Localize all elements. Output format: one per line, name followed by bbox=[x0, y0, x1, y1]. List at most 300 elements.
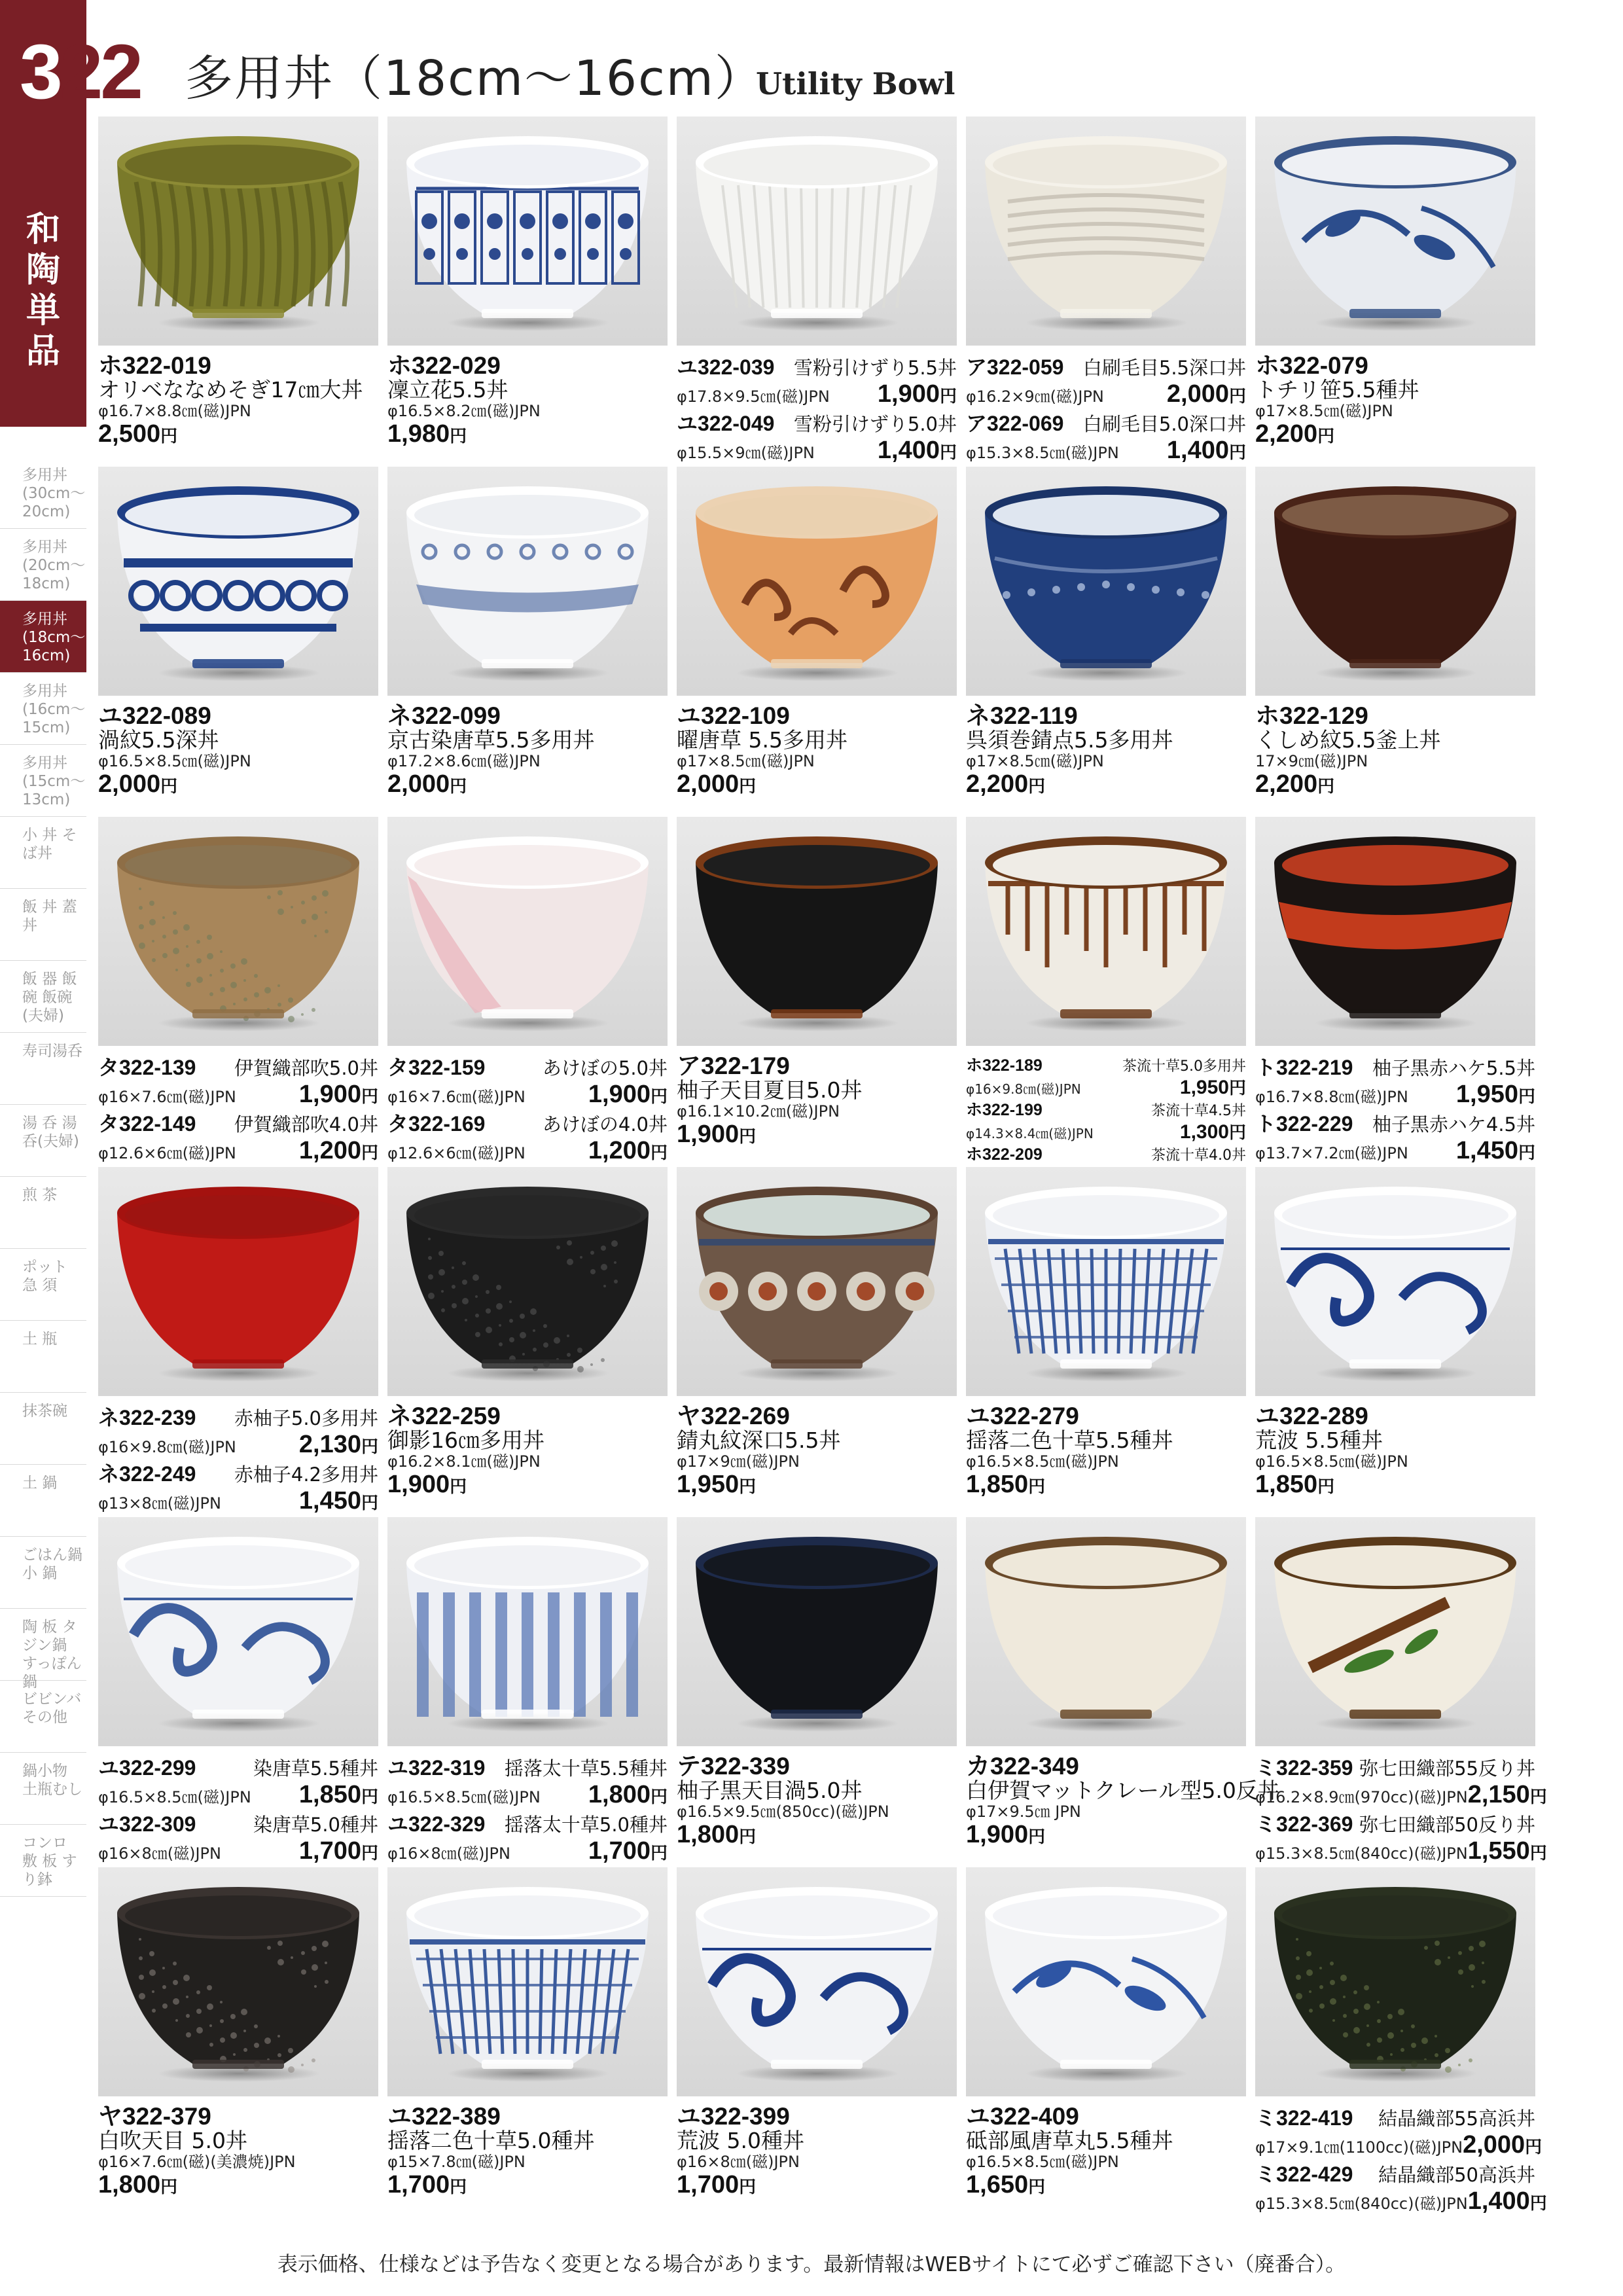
variant-detail bbox=[966, 437, 1246, 466]
product-card[interactable] bbox=[98, 817, 378, 1164]
product-info bbox=[387, 1746, 668, 1867]
product-spec: φ17×9.5㎝ JPN bbox=[966, 1803, 1081, 1821]
product-spec: φ13×8㎝(磁)JPN bbox=[98, 1494, 221, 1513]
product-code: ユ322-409 bbox=[966, 2103, 1079, 2130]
side-index-item[interactable]: 煎 茶 bbox=[0, 1177, 86, 1249]
side-index-item[interactable]: ごはん鍋 小 鍋 bbox=[0, 1537, 86, 1609]
product-name: 赤柚子5.0多用丼 bbox=[234, 1407, 378, 1429]
product-price: 1,850円 bbox=[298, 1781, 378, 1808]
product-photo bbox=[1255, 467, 1535, 696]
product-code: ア322-179 bbox=[677, 1052, 790, 1079]
product-info bbox=[1255, 696, 1535, 800]
product-info bbox=[98, 1746, 378, 1867]
variant-heading bbox=[387, 1110, 668, 1137]
product-card[interactable] bbox=[98, 467, 378, 806]
product-spec: φ12.6×6㎝(磁)JPN bbox=[387, 1144, 526, 1162]
product-info bbox=[98, 2096, 378, 2200]
side-index-item[interactable]: コンロ 敷 板 すり鉢 bbox=[0, 1825, 86, 1897]
variant-heading bbox=[1255, 1110, 1535, 1137]
variant-heading bbox=[98, 1054, 378, 1081]
variant-heading bbox=[677, 410, 957, 437]
product-code: ネ322-099 bbox=[387, 702, 501, 729]
product-code: ホ322-019 bbox=[98, 352, 211, 379]
product-spec: φ13.7×7.2㎝(磁)JPN bbox=[1255, 1144, 1408, 1162]
product-price: 1,900円 bbox=[588, 1081, 668, 1108]
product-code: ミ322-429 bbox=[1255, 2162, 1353, 2186]
variant-detail bbox=[1255, 2187, 1547, 2217]
product-info bbox=[1255, 2096, 1547, 2217]
side-index-item[interactable]: 多用丼(16cm〜15cm) bbox=[0, 673, 86, 745]
product-info bbox=[677, 1396, 957, 1500]
product-price: 2,000円 bbox=[677, 770, 757, 798]
product-price: 1,800円 bbox=[677, 1821, 757, 1848]
product-code: ホ322-199 bbox=[966, 1101, 1043, 1119]
product-spec: φ16.7×8.8㎝(磁)JPN bbox=[1255, 1088, 1408, 1106]
variant-detail bbox=[98, 1431, 378, 1460]
variant-detail bbox=[677, 437, 957, 466]
variant-heading bbox=[1255, 1810, 1535, 1837]
product-price: 1,980円 bbox=[387, 420, 467, 448]
product-info bbox=[387, 1396, 668, 1500]
side-index-item[interactable]: ビビンバ その他 bbox=[0, 1681, 86, 1753]
product-code: ユ322-389 bbox=[387, 2103, 501, 2130]
product-code: ホ322-209 bbox=[966, 1145, 1043, 1164]
product-name: 赤柚子4.2多用丼 bbox=[234, 1463, 378, 1486]
product-card[interactable] bbox=[677, 117, 957, 464]
product-name: 柚子天目夏目5.0丼 bbox=[677, 1077, 863, 1103]
variant-detail bbox=[387, 1781, 668, 1810]
product-info bbox=[966, 2096, 1246, 2200]
product-card[interactable] bbox=[966, 1517, 1279, 1856]
product-spec: φ15.3×8.5㎝(磁)JPN bbox=[966, 444, 1119, 462]
product-card[interactable] bbox=[1255, 1867, 1547, 2215]
product-photo bbox=[677, 117, 957, 346]
side-index-item[interactable]: 多用丼(20cm〜18cm) bbox=[0, 529, 86, 601]
product-price: 1,400円 bbox=[877, 437, 957, 464]
product-info bbox=[966, 1046, 1246, 1187]
product-code: ユ322-299 bbox=[98, 1756, 196, 1780]
product-name: トチリ笹5.5種丼 bbox=[1255, 377, 1419, 403]
product-name: くしめ紋5.5釜上丼 bbox=[1255, 727, 1441, 753]
product-name: 弥七田織部50反り丼 bbox=[1359, 1814, 1535, 1836]
product-card[interactable] bbox=[98, 1517, 378, 1865]
product-card[interactable] bbox=[387, 467, 668, 806]
product-card[interactable] bbox=[966, 467, 1246, 806]
product-spec: φ17.8×9.5㎝(磁)JPN bbox=[677, 387, 830, 406]
side-index-item[interactable]: 湯 呑 湯呑(夫婦) bbox=[0, 1105, 86, 1177]
product-name: 白刷毛目5.0深口丼 bbox=[1082, 413, 1246, 435]
variant-detail bbox=[1255, 2131, 1543, 2161]
category-label: 和陶単品 bbox=[26, 209, 60, 371]
variant-heading bbox=[966, 1143, 1246, 1166]
product-card[interactable] bbox=[677, 1867, 957, 2206]
product-code: ユ322-399 bbox=[677, 2103, 790, 2130]
variant-heading bbox=[1255, 2104, 1535, 2131]
product-price: 1,800円 bbox=[588, 1781, 668, 1808]
product-name: 柚子黒赤ハケ5.5丼 bbox=[1372, 1057, 1535, 1079]
product-card[interactable] bbox=[966, 817, 1246, 1164]
variant-detail bbox=[677, 380, 957, 410]
variant-detail bbox=[966, 1122, 1246, 1143]
product-spec: φ16.5×8.5㎝(磁)JPN bbox=[98, 1788, 251, 1806]
product-card[interactable] bbox=[677, 1517, 957, 1856]
side-index-item[interactable]: 小 丼 そば丼 bbox=[0, 817, 86, 889]
product-price: 1,950円 bbox=[1179, 1077, 1246, 1098]
product-price: 1,450円 bbox=[298, 1487, 378, 1515]
product-price: 1,900円 bbox=[298, 1081, 378, 1108]
product-code: ト322-219 bbox=[1255, 1056, 1353, 1079]
product-info bbox=[677, 696, 957, 800]
variant-heading bbox=[966, 1098, 1246, 1122]
variant-heading bbox=[677, 353, 957, 380]
variant-detail bbox=[387, 1081, 668, 1110]
product-spec: φ17×8.5㎝(磁)JPN bbox=[966, 752, 1104, 770]
product-price: 1,450円 bbox=[1455, 1137, 1535, 1164]
product-info bbox=[1255, 1046, 1535, 1166]
footer-notice: 表示価格、仕様などは予告なく変更となる場合があります。最新情報はWEBサイトにて必ずご確認下さい（廃番合）。 bbox=[277, 2253, 1346, 2276]
variant-detail bbox=[387, 1137, 668, 1166]
variant-heading bbox=[98, 1460, 378, 1487]
product-code: ア322-069 bbox=[966, 412, 1064, 435]
page-title: 多用丼（18cm〜16cm） bbox=[185, 50, 764, 107]
product-card[interactable] bbox=[98, 1167, 378, 1515]
product-name: オリベななめそぎ17㎝大丼 bbox=[98, 377, 363, 403]
product-name: 錆丸紋深口5.5丼 bbox=[677, 1427, 841, 1453]
product-spec: φ16×9.8㎝(磁)JPN bbox=[966, 1081, 1081, 1097]
variant-heading bbox=[98, 1110, 378, 1137]
product-price: 1,700円 bbox=[298, 1837, 378, 1865]
product-spec: φ16.7×8.8㎝(磁)JPN bbox=[98, 402, 251, 420]
product-code: ト322-229 bbox=[1255, 1112, 1353, 1136]
product-code: ネ322-259 bbox=[387, 1403, 501, 1429]
product-code: ユ322-109 bbox=[677, 702, 790, 729]
variant-detail bbox=[387, 1837, 668, 1867]
product-card[interactable] bbox=[1255, 1167, 1535, 1506]
product-code: ヤ322-269 bbox=[677, 1403, 790, 1429]
product-info bbox=[966, 1396, 1246, 1500]
product-spec: φ15.3×8.5㎝(840cc)(磁)JPN bbox=[1255, 2195, 1468, 2213]
variant-detail bbox=[98, 1837, 378, 1867]
product-name: 揺落太十草5.5種丼 bbox=[504, 1757, 668, 1780]
product-price: 2,200円 bbox=[966, 770, 1046, 798]
product-card[interactable] bbox=[387, 1517, 668, 1865]
product-name: 伊賀織部吹5.0丼 bbox=[234, 1057, 378, 1079]
product-card[interactable] bbox=[677, 467, 957, 806]
product-photo bbox=[387, 1167, 668, 1396]
product-name: 凜立花5.5丼 bbox=[387, 377, 508, 403]
variant-detail bbox=[98, 1487, 378, 1516]
product-card[interactable] bbox=[966, 1167, 1246, 1506]
product-code: ミ322-419 bbox=[1255, 2106, 1353, 2130]
product-name: 砥部風唐草丸5.5種丼 bbox=[966, 2128, 1173, 2153]
side-index-item[interactable]: 土 鍋 bbox=[0, 1465, 86, 1537]
product-info bbox=[387, 696, 668, 800]
side-index-item[interactable]: 抹茶碗 bbox=[0, 1393, 86, 1465]
product-photo bbox=[966, 1517, 1246, 1746]
product-code: ユ322-289 bbox=[1255, 1403, 1368, 1429]
product-info bbox=[966, 346, 1246, 466]
product-spec: φ17×8.5㎝(磁)JPN bbox=[677, 752, 815, 770]
product-photo bbox=[677, 817, 957, 1046]
product-name: 染唐草5.5種丼 bbox=[253, 1757, 378, 1780]
product-photo bbox=[1255, 1867, 1535, 2096]
product-code: タ322-149 bbox=[98, 1112, 196, 1136]
product-code: ミ322-359 bbox=[1255, 1756, 1353, 1780]
product-card[interactable] bbox=[1255, 467, 1535, 806]
product-card[interactable] bbox=[1255, 1517, 1547, 1865]
product-price: 2,200円 bbox=[1255, 770, 1335, 798]
product-spec: 17×9㎝(磁)JPN bbox=[1255, 752, 1368, 770]
product-photo bbox=[98, 1517, 378, 1746]
product-spec: φ15.5×9㎝(磁)JPN bbox=[677, 444, 815, 462]
product-price: 2,150円 bbox=[1467, 1781, 1547, 1808]
product-price: 1,950円 bbox=[677, 1471, 757, 1498]
variant-heading bbox=[98, 1754, 378, 1781]
product-code: テ322-339 bbox=[677, 1753, 790, 1780]
product-spec: φ16.5×8.2㎝(磁)JPN bbox=[387, 402, 541, 420]
product-price: 2,000円 bbox=[1463, 2131, 1543, 2159]
product-name: あけぼの5.0丼 bbox=[542, 1057, 668, 1079]
product-name: 曜唐草 5.5多用丼 bbox=[677, 727, 847, 753]
product-price: 1,700円 bbox=[677, 2171, 757, 2198]
product-code: ミ322-369 bbox=[1255, 1812, 1353, 1836]
product-code: ユ322-089 bbox=[98, 702, 211, 729]
product-card[interactable] bbox=[98, 1867, 378, 2206]
product-card[interactable] bbox=[387, 1867, 668, 2206]
product-price: 1,200円 bbox=[588, 1137, 668, 1164]
product-info bbox=[98, 1396, 378, 1516]
variant-detail bbox=[98, 1781, 378, 1810]
product-photo bbox=[966, 117, 1246, 346]
product-spec: φ16.5×8.5㎝(磁)JPN bbox=[1255, 1452, 1408, 1471]
product-name: 御影16㎝多用丼 bbox=[387, 1427, 544, 1453]
side-index-item[interactable]: 飯 丼 蓋 丼 bbox=[0, 889, 86, 961]
variant-heading bbox=[98, 1810, 378, 1837]
product-name: 呉須巻錆点5.5多用丼 bbox=[966, 727, 1173, 753]
product-price: 2,000円 bbox=[98, 770, 178, 798]
product-photo bbox=[1255, 1517, 1535, 1746]
variant-heading bbox=[387, 1754, 668, 1781]
product-name: 白刷毛目5.5深口丼 bbox=[1082, 357, 1246, 379]
side-index-item[interactable]: 飯 器 飯 碗 飯碗(夫婦) bbox=[0, 961, 86, 1033]
product-info bbox=[387, 346, 668, 450]
variant-heading bbox=[1255, 1754, 1535, 1781]
product-code: ホ322-129 bbox=[1255, 702, 1368, 729]
product-name: 荒波 5.0種丼 bbox=[677, 2128, 804, 2153]
product-name: 茶流十草5.0多用丼 bbox=[1122, 1058, 1246, 1075]
side-index-item[interactable]: 寿司湯呑 bbox=[0, 1033, 86, 1105]
variant-heading bbox=[1255, 1054, 1535, 1081]
product-name: 白吹天目 5.0丼 bbox=[98, 2128, 247, 2153]
variant-detail bbox=[966, 1077, 1246, 1098]
product-spec: φ16×8㎝(磁)JPN bbox=[98, 1844, 221, 1863]
product-spec: φ16.5×9.5㎝(850cc)(磁)JPN bbox=[677, 1803, 889, 1821]
side-index-item[interactable]: ポット 急 須 bbox=[0, 1249, 86, 1321]
product-photo bbox=[1255, 117, 1535, 346]
product-price: 2,130円 bbox=[298, 1431, 378, 1458]
product-photo bbox=[1255, 817, 1535, 1046]
product-name: 京古染唐草5.5多用丼 bbox=[387, 727, 595, 753]
variant-detail bbox=[98, 1137, 378, 1166]
product-photo bbox=[677, 1517, 957, 1746]
product-spec: φ15×7.8㎝(磁)JPN bbox=[387, 2153, 526, 2171]
product-name: 雪粉引けずり5.0丼 bbox=[793, 413, 957, 435]
product-info bbox=[387, 1046, 668, 1166]
product-price: 1,900円 bbox=[387, 1471, 467, 1498]
product-code: ホ322-079 bbox=[1255, 352, 1368, 379]
product-name: 雪粉引けずり5.5丼 bbox=[793, 357, 957, 379]
product-price: 1,950円 bbox=[1455, 1081, 1535, 1108]
product-price: 1,900円 bbox=[677, 1121, 757, 1148]
product-card[interactable] bbox=[387, 1167, 668, 1506]
product-price: 2,000円 bbox=[1166, 380, 1246, 408]
product-price: 1,650円 bbox=[966, 2171, 1046, 2198]
product-code: タ322-139 bbox=[98, 1056, 196, 1079]
page-number: 322 bbox=[20, 29, 141, 115]
product-code: ア322-059 bbox=[966, 355, 1064, 379]
product-info bbox=[677, 1746, 957, 1850]
product-spec: φ16×9.8㎝(磁)JPN bbox=[98, 1438, 236, 1456]
product-spec: φ16.5×8.5㎝(磁)JPN bbox=[98, 752, 251, 770]
product-spec: φ16.1×10.2㎝(磁)JPN bbox=[677, 1102, 840, 1121]
product-photo bbox=[387, 117, 668, 346]
variant-detail bbox=[1255, 1081, 1535, 1110]
product-photo bbox=[677, 1167, 957, 1396]
product-code: ユ322-049 bbox=[677, 412, 775, 435]
product-card[interactable] bbox=[966, 1867, 1246, 2206]
product-spec: φ16×7.6㎝(磁)(美濃焼)JPN bbox=[98, 2153, 296, 2171]
product-spec: φ16.5×8.5㎝(磁)JPN bbox=[966, 1452, 1119, 1471]
product-code: ネ322-119 bbox=[966, 702, 1078, 729]
product-spec: φ15.3×8.5㎝(840cc)(磁)JPN bbox=[1255, 1844, 1468, 1863]
product-card[interactable] bbox=[1255, 817, 1535, 1164]
product-spec: φ16×8㎝(磁)JPN bbox=[387, 1844, 510, 1863]
product-code: ネ322-249 bbox=[98, 1462, 196, 1486]
product-price: 2,000円 bbox=[387, 770, 467, 798]
product-price: 2,500円 bbox=[98, 420, 178, 448]
product-photo bbox=[387, 467, 668, 696]
product-spec: φ12.6×6㎝(磁)JPN bbox=[98, 1144, 236, 1162]
product-card[interactable] bbox=[98, 117, 378, 456]
variant-heading bbox=[966, 410, 1246, 437]
product-price: 1,850円 bbox=[1255, 1471, 1335, 1498]
product-card[interactable] bbox=[1255, 117, 1535, 456]
product-spec: φ16.5×8.5㎝(磁)JPN bbox=[966, 2153, 1119, 2171]
side-index-item[interactable]: 土 瓶 bbox=[0, 1321, 86, 1393]
product-code: ホ322-189 bbox=[966, 1056, 1043, 1075]
variant-heading bbox=[1255, 2161, 1535, 2187]
product-info bbox=[98, 1046, 378, 1166]
product-card[interactable] bbox=[387, 117, 668, 456]
product-info bbox=[677, 2096, 957, 2200]
product-info bbox=[387, 2096, 668, 2200]
product-spec: φ16×7.6㎝(磁)JPN bbox=[387, 1088, 526, 1106]
variant-detail bbox=[966, 380, 1246, 410]
product-spec: φ16.2×9㎝(磁)JPN bbox=[966, 387, 1104, 406]
product-info bbox=[1255, 1746, 1547, 1867]
product-spec: φ16×7.6㎝(磁)JPN bbox=[98, 1088, 236, 1106]
product-spec: φ16×8㎝(磁)JPN bbox=[677, 2153, 800, 2171]
product-name: 柚子黒赤ハケ4.5丼 bbox=[1372, 1113, 1535, 1136]
product-price: 1,550円 bbox=[1467, 1837, 1547, 1865]
product-photo bbox=[387, 1867, 668, 2096]
product-info bbox=[98, 346, 378, 450]
product-price: 1,700円 bbox=[588, 1837, 668, 1865]
product-spec: φ17×9㎝(磁)JPN bbox=[677, 1452, 800, 1471]
product-photo bbox=[966, 817, 1246, 1046]
product-photo bbox=[98, 1867, 378, 2096]
product-spec: φ16.5×8.5㎝(磁)JPN bbox=[387, 1788, 541, 1806]
variant-heading bbox=[387, 1810, 668, 1837]
product-spec: φ17×8.5㎝(磁)JPN bbox=[1255, 402, 1393, 420]
side-index-item[interactable]: 多用丼(15cm〜13cm) bbox=[0, 745, 86, 817]
side-index-item[interactable]: 陶 板 タジン鍋 すっぽん鍋 bbox=[0, 1609, 86, 1681]
product-price: 1,200円 bbox=[298, 1137, 378, 1164]
product-info bbox=[677, 1046, 957, 1150]
product-code: ユ322-329 bbox=[387, 1812, 486, 1836]
side-index-item[interactable]: 多用丼(30cm〜20cm) bbox=[0, 457, 86, 529]
product-price: 1,300円 bbox=[1179, 1121, 1246, 1143]
product-photo bbox=[966, 1867, 1246, 2096]
product-photo bbox=[98, 467, 378, 696]
side-index-item[interactable]: 多用丼(18cm〜16cm) bbox=[0, 601, 86, 673]
product-photo bbox=[98, 1167, 378, 1396]
product-photo bbox=[98, 817, 378, 1046]
product-info bbox=[1255, 1396, 1535, 1500]
product-price: 1,400円 bbox=[1467, 2187, 1547, 2215]
product-card[interactable] bbox=[677, 817, 957, 1156]
side-index-nav bbox=[0, 457, 86, 1897]
product-code: カ322-349 bbox=[966, 1753, 1079, 1780]
product-code: ユ322-279 bbox=[966, 1403, 1079, 1429]
product-name: 染唐草5.0種丼 bbox=[253, 1814, 378, 1836]
product-name: 茶流十草4.0丼 bbox=[1151, 1147, 1246, 1164]
product-name: 結晶織部50高浜丼 bbox=[1378, 2164, 1535, 2186]
product-code: ヤ322-379 bbox=[98, 2103, 211, 2130]
product-price: 1,800円 bbox=[98, 2171, 178, 2198]
variant-detail bbox=[1255, 1137, 1535, 1166]
product-photo bbox=[966, 467, 1246, 696]
product-name: 荒波 5.5種丼 bbox=[1255, 1427, 1383, 1453]
product-price: 1,850円 bbox=[966, 1471, 1046, 1498]
product-card[interactable] bbox=[677, 1167, 957, 1506]
product-info bbox=[966, 696, 1246, 800]
product-spec: φ16.2×8.1㎝(磁)JPN bbox=[387, 1452, 541, 1471]
product-info bbox=[677, 346, 957, 466]
product-code: ユ322-309 bbox=[98, 1812, 196, 1836]
product-name: 揺落二色十草5.5種丼 bbox=[966, 1427, 1173, 1453]
product-card[interactable] bbox=[387, 817, 668, 1164]
product-price: 1,700円 bbox=[387, 2171, 467, 2198]
product-info bbox=[98, 696, 378, 800]
product-code: タ322-169 bbox=[387, 1112, 486, 1136]
product-spec: φ16.2×8.9㎝(970cc)(磁)JPN bbox=[1255, 1788, 1468, 1806]
product-photo bbox=[98, 117, 378, 346]
product-name: あけぼの4.0丼 bbox=[542, 1113, 668, 1136]
product-photo bbox=[677, 467, 957, 696]
side-index-item[interactable]: 鍋小物 土瓶むし bbox=[0, 1753, 86, 1825]
product-info bbox=[966, 1746, 1279, 1850]
page-title-english: Utility Bowl bbox=[756, 66, 955, 101]
product-spec: φ14.3×8.4㎝(磁)JPN bbox=[966, 1126, 1094, 1141]
product-name: 茶流十草4.5丼 bbox=[1151, 1103, 1246, 1119]
product-card[interactable] bbox=[966, 117, 1246, 464]
product-name: 白伊賀マットクレール型5.0反丼 bbox=[966, 1778, 1279, 1803]
variant-heading bbox=[966, 1054, 1246, 1077]
product-info bbox=[1255, 346, 1535, 450]
product-photo bbox=[387, 1517, 668, 1746]
product-name: 柚子黒天目渦5.0丼 bbox=[677, 1778, 863, 1803]
